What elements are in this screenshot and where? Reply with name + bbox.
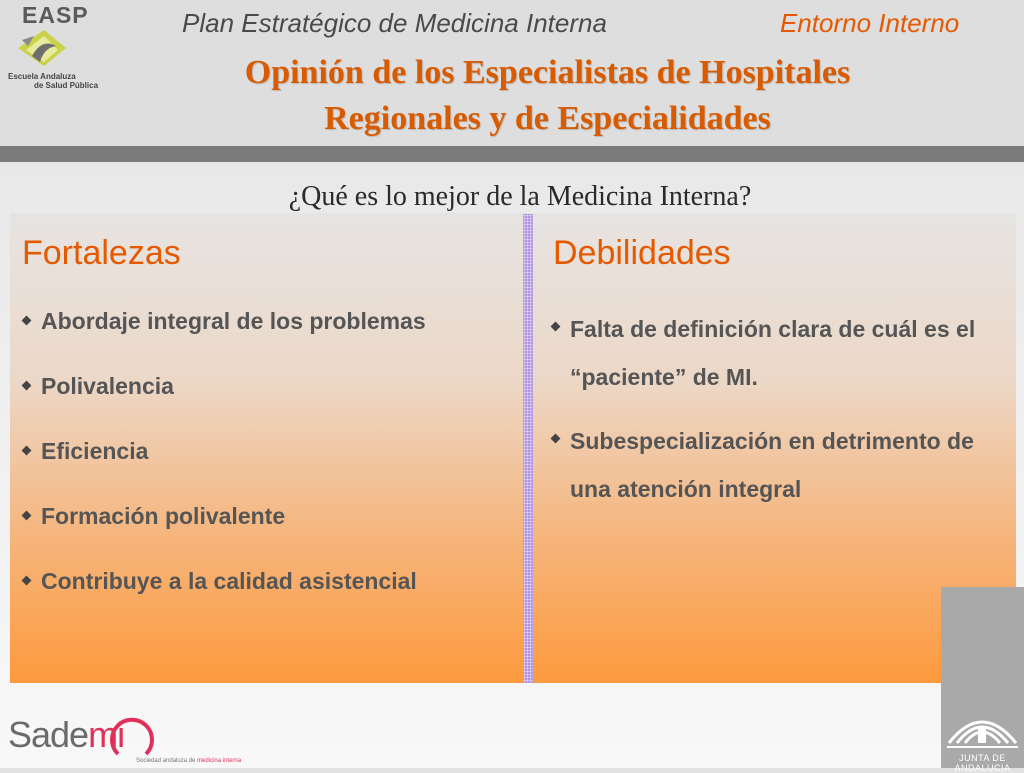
list-item-label: Falta de definición clara de cuál es el “paciente” de MI. (570, 316, 976, 390)
sademi-tagline-prefix: Sociedad andaluza de (136, 758, 196, 764)
junta-andalucia-arch-icon (945, 703, 1020, 751)
sademi-tagline-highlight: medicina interna (197, 758, 242, 764)
list-item-label: Formación polivalente (41, 503, 286, 529)
junta-andalucia-logo (941, 587, 1024, 773)
list-item (551, 305, 1011, 401)
list-item-label: Contribuye a la calidad asistencial (41, 568, 417, 594)
slide-title (90, 50, 1005, 142)
easp-logo-text: EASP (22, 2, 89, 28)
diamond-bullet-icon (22, 576, 32, 586)
header-separator-bar (0, 146, 1024, 162)
diamond-bullet-icon (551, 434, 561, 444)
weaknesses-heading: Debilidades (553, 234, 731, 272)
weaknesses-list (551, 305, 1011, 529)
plan-title: Plan Estratégico de Medicina Interna (182, 8, 607, 38)
diamond-bullet-icon (22, 511, 32, 521)
diamond-bullet-icon (22, 446, 32, 456)
list-item (22, 565, 522, 597)
sademi-brand-suffix: mi (88, 714, 125, 755)
list-item-label: Polivalencia (41, 373, 174, 399)
easp-org-line2: de Salud Pública (34, 81, 99, 90)
section-label: Entorno Interno (780, 8, 960, 38)
diamond-bullet-icon (22, 316, 32, 326)
list-item (551, 417, 1011, 513)
diamond-bullet-icon (22, 381, 32, 391)
list-item (22, 305, 522, 337)
sademi-tagline (136, 758, 241, 764)
sademi-brand-prefix: Sade (8, 714, 89, 755)
slide-question: ¿Qué es lo mejor de la Medicina Interna? (288, 181, 752, 212)
strengths-list (22, 305, 522, 630)
junta-andalucia-text: JUNTA DE ANDALUCIA (954, 753, 1011, 773)
sademi-brand (8, 714, 124, 756)
slide-title-line2: Regionales y de Especialidades (324, 100, 771, 137)
strengths-heading: Fortalezas (22, 234, 181, 272)
list-item (22, 500, 522, 532)
list-item-label: Subespecialización en detrimento de una atención integral (570, 428, 974, 502)
slide-title-line1: Opinión de los Especialistas de Hospitales (244, 54, 851, 91)
sademi-logo (8, 714, 242, 768)
list-item-label: Eficiencia (41, 438, 149, 464)
sademi-ring-icon (108, 714, 160, 760)
list-item-label: Abordaje integral de los problemas (41, 308, 426, 334)
easp-logo-icon (14, 26, 84, 72)
column-divider (523, 214, 533, 683)
easp-org-name (8, 72, 98, 90)
easp-org-line1: Escuela Andaluza (8, 72, 76, 81)
diamond-bullet-icon (551, 322, 561, 332)
list-item (22, 435, 522, 467)
list-item (22, 370, 522, 402)
